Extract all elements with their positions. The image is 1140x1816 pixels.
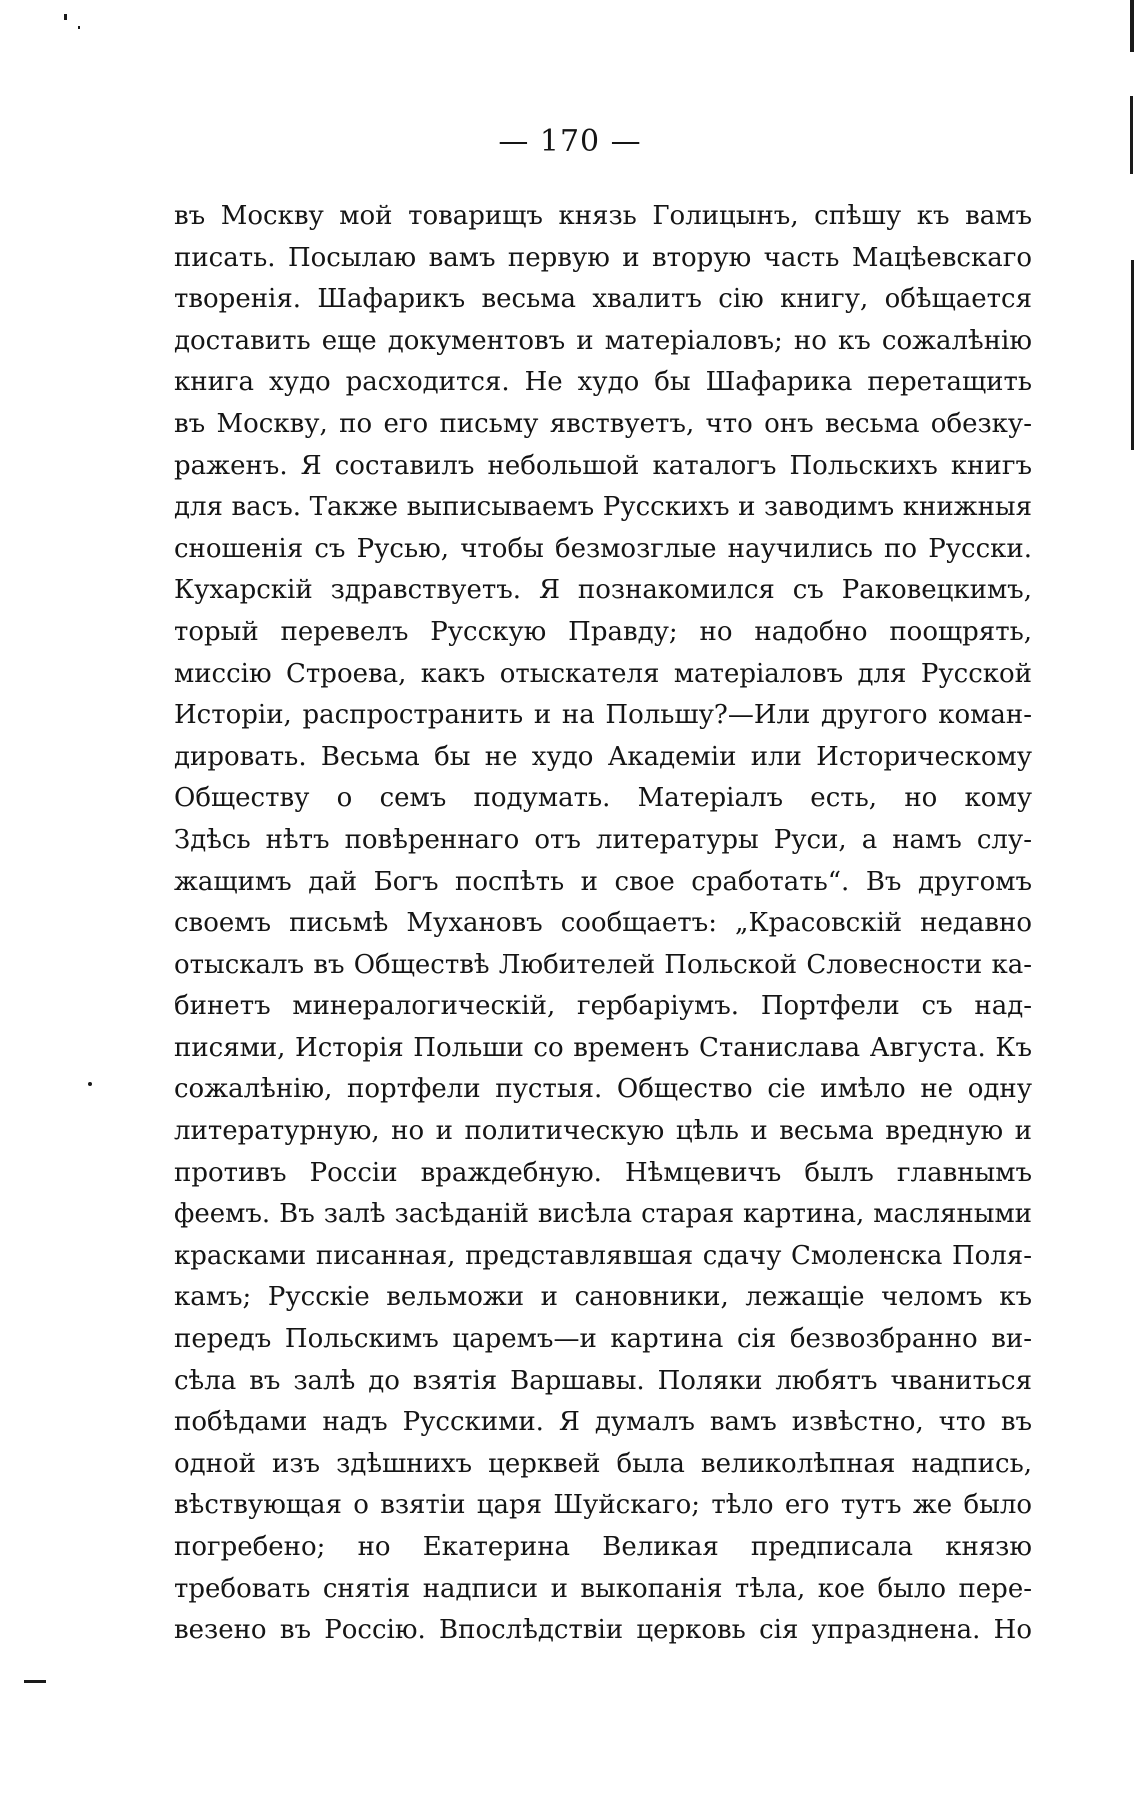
text-line-content: везено въ Россію. Впослѣдствіи церковь сія упразднена. Но bbox=[174, 1615, 1032, 1646]
page-number: — 170 — bbox=[498, 124, 642, 159]
text-line-content: торый перевелъ Русскую Правду; но надобно поощрять, bbox=[174, 616, 1032, 647]
text-line-content: одной изъ здѣшнихъ церквей была великолѣпная надпись, bbox=[174, 1448, 1032, 1479]
text-line-content: жащимъ дай Богъ поспѣть и свое сработать“. Въ другомъ bbox=[174, 866, 1032, 897]
margin-dot bbox=[88, 1082, 92, 1086]
margin-dot bbox=[64, 14, 67, 20]
text-line-content: погребено; но Екатерина Великая предписала князю bbox=[174, 1532, 1032, 1562]
text-line bbox=[174, 1069, 1032, 1111]
text-line-content: дировать. Весьма бы не худо Академіи или Историческому bbox=[174, 741, 1032, 772]
text-line bbox=[174, 446, 1032, 488]
text-line bbox=[174, 1444, 1032, 1486]
page-edge-rule bbox=[1130, 0, 1134, 52]
text-line bbox=[174, 945, 1032, 987]
text-line-content: книга худо расходится. Не худо бы Шафарика перетащить bbox=[174, 367, 1032, 398]
text-line bbox=[174, 903, 1032, 945]
text-line-content: писями, Исторія Польши со временъ Станислава Августа. Къ bbox=[174, 1032, 1032, 1063]
text-line-content: камъ; Русскіе вельможи и сановники, лежащіе челомъ къ bbox=[174, 1282, 1032, 1313]
text-line bbox=[174, 1319, 1032, 1361]
text-line bbox=[174, 654, 1032, 696]
text-line bbox=[174, 695, 1032, 737]
text-line-content: сѣла въ залѣ до взятія Варшавы. Поляки любятъ чваниться bbox=[174, 1365, 1032, 1396]
text-line bbox=[174, 279, 1032, 321]
text-line-content: раженъ. Я составилъ небольшой каталогъ Польскихъ книгъ bbox=[174, 450, 1032, 481]
text-line bbox=[174, 321, 1032, 363]
text-line bbox=[174, 986, 1032, 1028]
text-line bbox=[174, 737, 1032, 779]
text-line-content: сношенія съ Русью, чтобы безмозглые научились по Русски. bbox=[174, 533, 1032, 564]
text-line bbox=[174, 238, 1032, 280]
text-line-content: вѣствующая о взятіи царя Шуйскаго; тѣло его тутъ же было bbox=[174, 1490, 1032, 1521]
text-line bbox=[174, 1153, 1032, 1195]
text-line-content: отыскалъ въ Обществѣ Любителей Польской Словесности ка- bbox=[174, 949, 1032, 980]
text-line-content: своемъ письмѣ Мухановъ сообщаетъ: „Красовскій недавно bbox=[174, 908, 1032, 939]
text-line bbox=[174, 529, 1032, 571]
text-line bbox=[174, 404, 1032, 446]
text-line-content: миссію Строева, какъ отыскателя матеріаловъ для Русской bbox=[174, 658, 1032, 689]
text-line bbox=[174, 570, 1032, 612]
text-line bbox=[174, 1569, 1032, 1611]
text-line bbox=[174, 1111, 1032, 1153]
text-line bbox=[174, 1402, 1032, 1444]
text-line bbox=[174, 1028, 1032, 1070]
text-line-content: въ Москву, по его письму явствуетъ, что онъ весьма обезку- bbox=[174, 408, 1032, 439]
text-line-content: требовать снятія надписи и выкопанія тѣла, кое было пере- bbox=[174, 1573, 1032, 1604]
text-line-content: Исторіи, распространить и на Польшу?—Или другого коман- bbox=[174, 700, 1032, 731]
text-line bbox=[174, 820, 1032, 862]
text-line-content: побѣдами надъ Русскими. Я думалъ вамъ извѣстно, что въ bbox=[174, 1407, 1032, 1438]
text-line bbox=[174, 1610, 1032, 1652]
text-line bbox=[174, 1194, 1032, 1236]
text-line-content: передъ Польскимъ царемъ—и картина сія безвозбранно ви- bbox=[174, 1324, 1032, 1355]
text-line bbox=[174, 612, 1032, 654]
text-line-content: бинетъ минералогическій, гербаріумъ. Портфели съ над- bbox=[174, 991, 1032, 1022]
text-line bbox=[174, 862, 1032, 904]
text-line bbox=[174, 778, 1032, 820]
text-line bbox=[174, 1485, 1032, 1527]
body-text bbox=[174, 196, 1032, 1652]
text-line-content: Обществу о семъ подумать. Матеріалъ есть, но кому bbox=[174, 783, 1032, 814]
text-line-content: писать. Посылаю вамъ первую и вторую часть Мацѣевскаго bbox=[174, 242, 1032, 273]
text-line-content: Здѣсь нѣтъ повѣреннаго отъ литературы Руси, а намъ слу- bbox=[174, 824, 1032, 855]
text-line-content: для васъ. Также выписываемъ Русскихъ и заводимъ книжныя bbox=[174, 492, 1032, 523]
text-line bbox=[174, 1277, 1032, 1319]
text-line bbox=[174, 1527, 1032, 1569]
text-line-content: творенія. Шафарикъ весьма хвалитъ сію книгу, обѣщается bbox=[174, 284, 1032, 315]
text-line bbox=[174, 487, 1032, 529]
text-line-content: сожалѣнію, портфели пустыя. Общество сіе имѣло не одну bbox=[174, 1074, 1032, 1105]
text-line bbox=[174, 1236, 1032, 1278]
text-line bbox=[174, 196, 1032, 238]
margin-dot bbox=[78, 26, 80, 29]
text-line bbox=[174, 1361, 1032, 1403]
margin-mark bbox=[24, 1680, 46, 1683]
text-line-content: въ Москву мой товарищъ князь Голицынъ, спѣшу къ вамъ bbox=[174, 201, 1032, 231]
text-line bbox=[174, 362, 1032, 404]
text-line-content: феемъ. Въ залѣ засѣданій висѣла старая картина, масляными bbox=[174, 1199, 1032, 1230]
page-edge-rule bbox=[1131, 260, 1134, 450]
text-line-content: литературную, но и политическую цѣль и весьма вредную и bbox=[174, 1116, 1032, 1147]
text-line-content: Кухарскій здравствуетъ. Я познакомился съ Раковецкимъ, bbox=[174, 575, 1032, 606]
text-line-content: доставить еще документовъ и матеріаловъ; но къ сожалѣнію bbox=[174, 325, 1032, 356]
text-line-content: красками писанная, представлявшая сдачу Смоленска Поля- bbox=[174, 1240, 1032, 1271]
text-line-content: противъ Россіи враждебную. Нѣмцевичъ былъ главнымъ bbox=[174, 1157, 1032, 1188]
